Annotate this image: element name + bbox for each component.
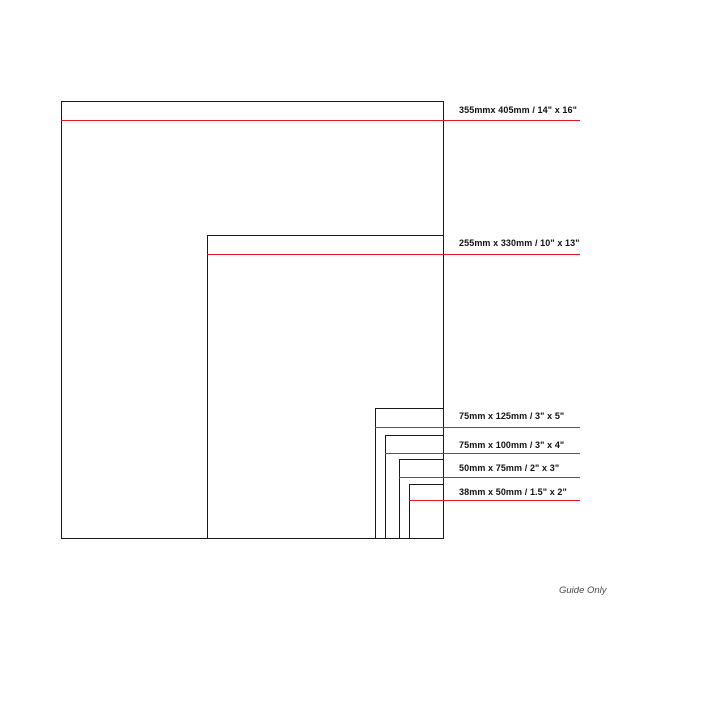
size-box-38x50 (409, 484, 444, 539)
leader-line-75x100 (385, 453, 580, 454)
size-label-355x405: 355mmx 405mm / 14" x 16" (459, 105, 578, 115)
leader-line-38x50 (409, 500, 580, 501)
size-label-255x330: 255mm x 330mm / 10" x 13" (459, 238, 580, 248)
size-label-75x100: 75mm x 100mm / 3" x 4" (459, 440, 565, 450)
guide-only-note: Guide Only (559, 585, 607, 596)
leader-line-50x75 (399, 477, 580, 478)
leader-line-75x125 (375, 427, 580, 428)
leader-line-255x330 (207, 254, 580, 255)
size-label-75x125: 75mm x 125mm / 3" x 5" (459, 411, 565, 421)
size-label-50x75: 50mm x 75mm / 2" x 3" (459, 463, 560, 473)
leader-line-355x405 (61, 120, 580, 121)
size-label-38x50: 38mm x 50mm / 1.5" x 2" (459, 487, 567, 497)
